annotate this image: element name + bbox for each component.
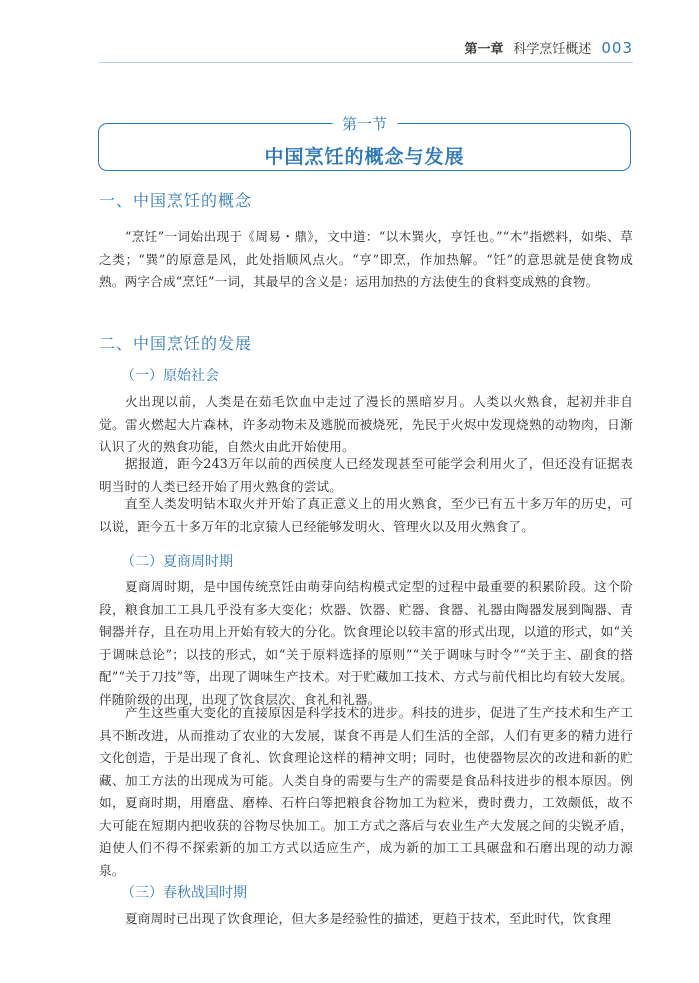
paragraph-primitive-2: 据报道，距今243万年以前的西侯度人已经发现甚至可能学会利用火了，但还没有证据表明当时的人类已经开始了用火熟食的尝试。 [99,456,633,494]
subheading-primitive-society: （一）原始社会 [121,368,219,384]
page-number: 003 [601,39,633,57]
paragraph-xia-shang-zhou-1: 夏商周时期，是中国传统烹饪由萌芽向结构模式定型的过程中最重要的积累阶段。这个阶段，粮食加工工具几乎没有多大变化；炊器、饮器、贮器、食器、礼器由陶器发展到陶器、青铜器并存，且在功用上开始有较大的分化。饮食理论以较丰富的形式出现，以道的形式，如“关于调味总论”；以技的形式，如“关于原料选择的原则”“关于调味与时令”“关于主、副食的搭配”“关于刀技”等，出现了调味生产技术。对于贮藏加工技术、方式与前代相比均有较大发展。伴随阶级的出现，出现了饮食层次、食礼和礼器。 [99,579,633,707]
section-number: 第一节 [332,113,397,134]
paragraph-concept: “烹饪”一词始出现于《周易・鼎》，文中道：“以木巽火，亨饪也。”“木”指燃料，如柴、草之类；“巽”的原意是风，此处指顺风点火。“亨”即烹，作加热解。“饪”的意思就是使食物成熟。两字合成“烹饪”一词，其最早的含义是：运用加热的方法使生的食料变成熟的食物。 [99,229,633,289]
paragraph-primitive-1: 火出现以前，人类是在茹毛饮血中走过了漫长的黑暗岁月。人类以火熟食，起初并非自觉。雷火燃起大片森林，许多动物未及逃脱而被烧死，先民于火烬中发现烧熟的动物肉，日渐认识了火的熟食功能，自然火由此开始使用。 [99,394,633,454]
heading-development: 二、中国烹饪的发展 [99,334,253,353]
section-title-box [98,115,631,171]
subheading-spring-autumn: （三）春秋战国时期 [121,885,247,901]
paragraph-xia-shang-zhou-2: 产生这些重大变化的直接原因是科学技术的进步。科技的进步，促进了生产技术和生产工具不断改进，从而推动了农业的大发展，谋食不再是人们生活的全部，人们有更多的精力进行文化创造，于是出现了食礼、饮食理论这样的精神文明；同时，也使器物层次的改进和新的贮藏、加工方法的出现成为可能。人类自身的需要与生产的需要是食品科技进步的根本原因。例如，夏商时期，用磨盘、磨棒、石杵臼等把粮食谷物加工为粒米，费时费力，工效颇低，故不大可能在短期内把收获的谷物尽快加工。加工方式之落后与农业生产大发展之间的尖锐矛盾，迫使人们不得不探索新的加工方式以适应生产，成为新的加工工具碾盘和石磨出现的动力源泉。 [99,705,633,878]
section-title: 中国烹饪的概念与发展 [264,146,465,168]
running-header [464,38,633,57]
subheading-xia-shang-zhou: （二）夏商周时期 [121,554,233,570]
chapter-label: 第一章 [464,42,504,57]
chapter-name: 科学烹饪概述 [513,42,592,57]
paragraph-spring-autumn-1: 夏商周时已出现了饮食理论，但大多是经验性的描述，更趋于技术，至此时代，饮食理 [125,911,612,926]
header-rule [99,62,633,63]
paragraph-primitive-3: 直至人类发明钻木取火并开始了真正意义上的用火熟食，至少已有五十多万年的历史，可以说，距今五十多万年的北京猿人已经能够发明火、管理火以及用火熟食了。 [99,496,633,534]
heading-concept: 一、中国烹饪的概念 [99,191,253,210]
